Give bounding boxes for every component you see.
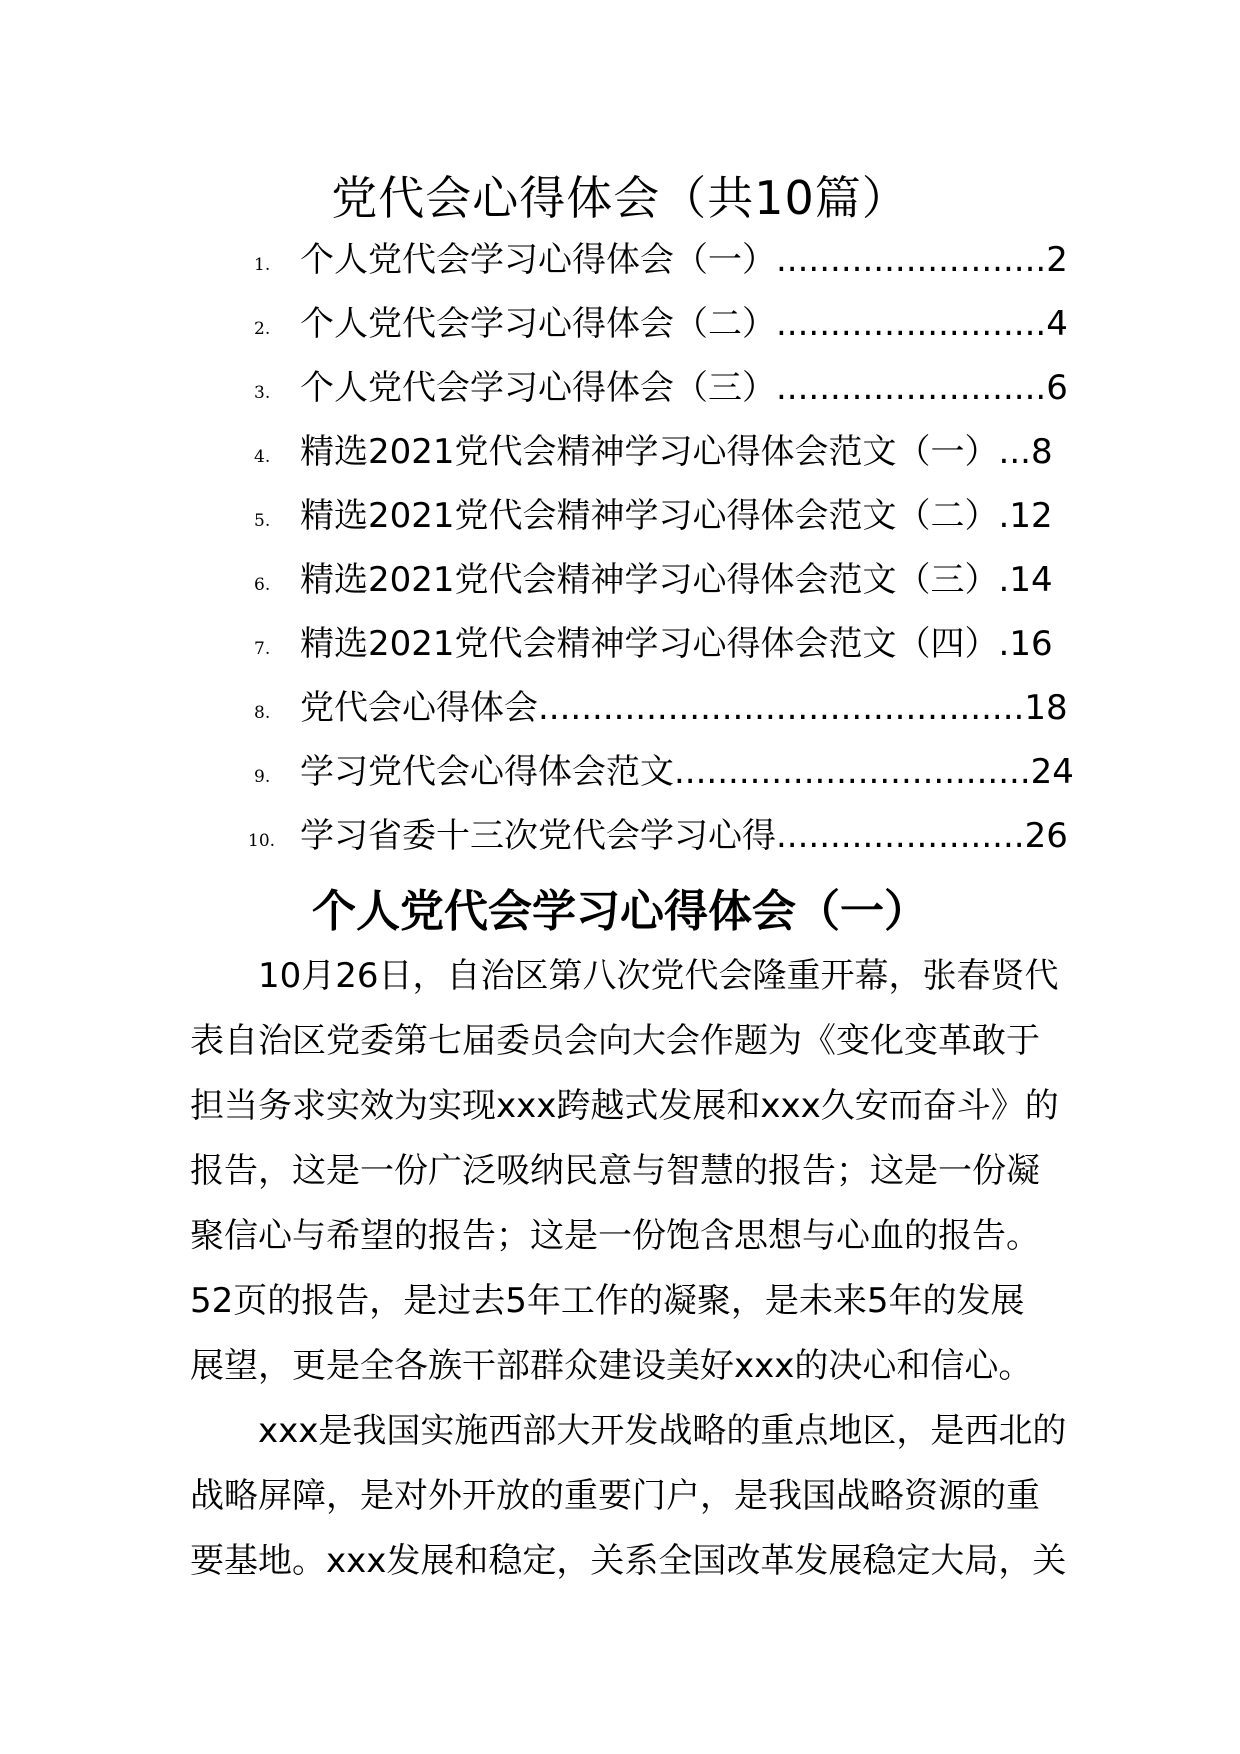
toc-item-number: 2. [254,319,271,339]
toc-item[interactable] [0,488,1240,552]
paragraph-line: 表自治区党委第七届委员会向大会作题为《变化变革敢于 [190,1021,1040,1061]
toc-item[interactable] [0,424,1240,488]
toc-item-entry: 学习省委十三次党代会学习心得.......................26 [300,816,1068,856]
paragraph-line: 10月26日，自治区第八次党代会隆重开幕，张春贤代 [258,956,1059,996]
paragraph-line: xxx是我国实施西部大开发战略的重点地区，是西北的 [258,1411,1067,1451]
toc-item-number: 9. [254,767,271,787]
paragraph-line: 展望，更是全各族干部群众建设美好xxx的决心和信心。 [190,1346,1033,1386]
paragraph-line: 52页的报告，是过去5年工作的凝聚，是未来5年的发展 [190,1281,1025,1321]
body-paragraph [190,944,1062,1399]
toc-item-entry: 精选2021党代会精神学习心得体会范文（四）.16 [300,624,1053,664]
toc-item[interactable] [0,296,1240,360]
toc-item[interactable] [0,552,1240,616]
toc-item-number: 3. [254,383,271,403]
toc-item[interactable] [0,680,1240,744]
section-heading: 个人党代会学习心得体会（一） [312,886,928,937]
toc-item-entry: 个人党代会学习心得体会（二）.........................4 [300,304,1068,344]
paragraph-line: 聚信心与希望的报告；这是一份饱含思想与心血的报告。 [190,1216,1040,1256]
paragraph-1 [190,944,1062,1399]
toc-item-entry: 个人党代会学习心得体会（一）.........................2 [300,240,1068,280]
paragraph-line: 要基地。xxx发展和稳定，关系全国改革发展稳定大局，关 [190,1541,1067,1581]
paragraph-line: 担当务求实效为实现xxx跨越式发展和xxx久安而奋斗》的 [190,1086,1059,1126]
paragraph-line: 战略屏障，是对外开放的重要门户，是我国战略资源的重 [190,1476,1040,1516]
toc-item-number: 4. [254,447,271,467]
toc-item-number: 6. [254,575,271,595]
paragraph-line: 报告，这是一份广泛吸纳民意与智慧的报告；这是一份凝 [190,1151,1040,1191]
toc-item-entry: 精选2021党代会精神学习心得体会范文（一）...8 [300,432,1053,472]
toc-item[interactable] [0,616,1240,680]
toc-item-entry: 党代会心得体会.............................................18 [300,688,1068,728]
toc-item-number: 8. [254,703,271,723]
toc-item[interactable] [0,808,1240,872]
toc-item-number: 1. [254,255,271,275]
toc-item-number: 7. [254,639,271,659]
toc-item-entry: 精选2021党代会精神学习心得体会范文（二）.12 [300,496,1053,536]
toc-item[interactable] [0,232,1240,296]
toc-item-number: 10. [248,831,276,851]
toc-item-entry: 精选2021党代会精神学习心得体会范文（三）.14 [300,560,1053,600]
paragraph-2 [190,1399,1067,1594]
toc-item-entry: 个人党代会学习心得体会（三）.........................6 [300,368,1068,408]
toc-item[interactable] [0,360,1240,424]
toc-item[interactable] [0,744,1240,808]
toc-item-number: 5. [254,511,271,531]
document-title: 党代会心得体会（共10篇） [331,171,909,225]
toc-item-entry: 学习党代会心得体会范文.................................24 [300,752,1074,792]
body-paragraph [190,1399,1067,1594]
